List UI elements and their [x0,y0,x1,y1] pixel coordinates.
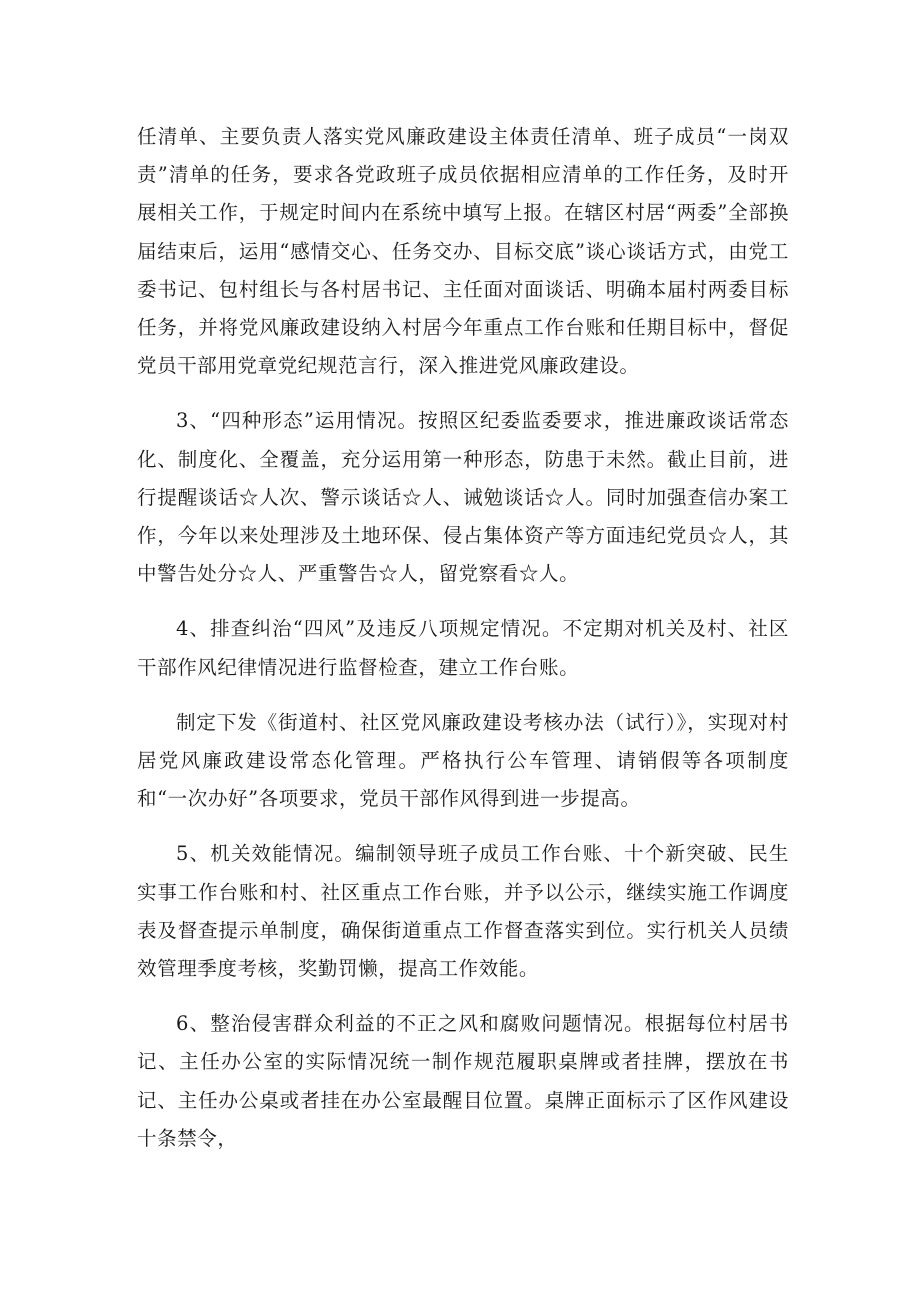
paragraph-responsibility-list: 任清单、主要负责人落实党风廉政建设主体责任清单、班子成员“一岗双责”清单的任务，要求各党政班子成员依据相应清单的工作任务，及时开展相关工作，于规定时间内在系统中填写上报。在辖区村居“两委”全部换届结束后，运用“感情交心、任务交办、目标交底”谈心谈话方式，由党工委书记、包村组长与各村居书记、主任面对面谈话、明确本届村两委目标任务，并将党风廉政建设纳入村居今年重点工作台账和任期目标中，督促党员干部用党章党纪规范言行，深入推进党风廉政建设。 [137,125,789,378]
paragraph-four-winds: 4、排查纠治“四风”及违反八项规定情况。不定期对机关及村、社区干部作风纪律情况进行监督检查，建立工作台账。 [137,617,789,679]
paragraph-rectification: 6、整治侵害群众利益的不正之风和腐败问题情况。根据每位村居书记、主任办公室的实际情况统一制作规范履职桌牌或者挂牌，摆放在书记、主任办公桌或者挂在办公室最醒目位置。桌牌正面标示了区作风建设十条禁令， [137,1012,789,1150]
paragraph-office-efficiency: 5、机关效能情况。编制领导班子成员工作台账、十个新突破、民生实事工作台账和村、社区重点工作台账，并予以公示，继续实施工作调度表及督查提示单制度，确保街道重点工作督查落实到位。实行机关人员绩效管理季度考核，奖勤罚懒，提高工作效能。 [137,842,789,981]
paragraph-assessment-measures: 制定下发《街道村、社区党风廉政建设考核办法（试行）》，实现对村居党风廉政建设常态化管理。严格执行公车管理、请销假等各项制度和“一次办好”各项要求，党员干部作风得到进一步提高。 [137,710,789,811]
paragraph-four-forms: 3、“四种形态”运用情况。按照区纪委监委要求，推进廉政谈话常态化、制度化、全覆盖，充分运用第一种形态，防患于未然。截止目前，进行提醒谈话☆人次、警示谈话☆人、诫勉谈话☆人。同时加强查信办案工作，今年以来处理涉及土地环保、侵占集体资产等方面违纪党员☆人，其中警告处分☆人、严重警告☆人，留党察看☆人。 [137,409,789,586]
document-page [137,118,789,1158]
